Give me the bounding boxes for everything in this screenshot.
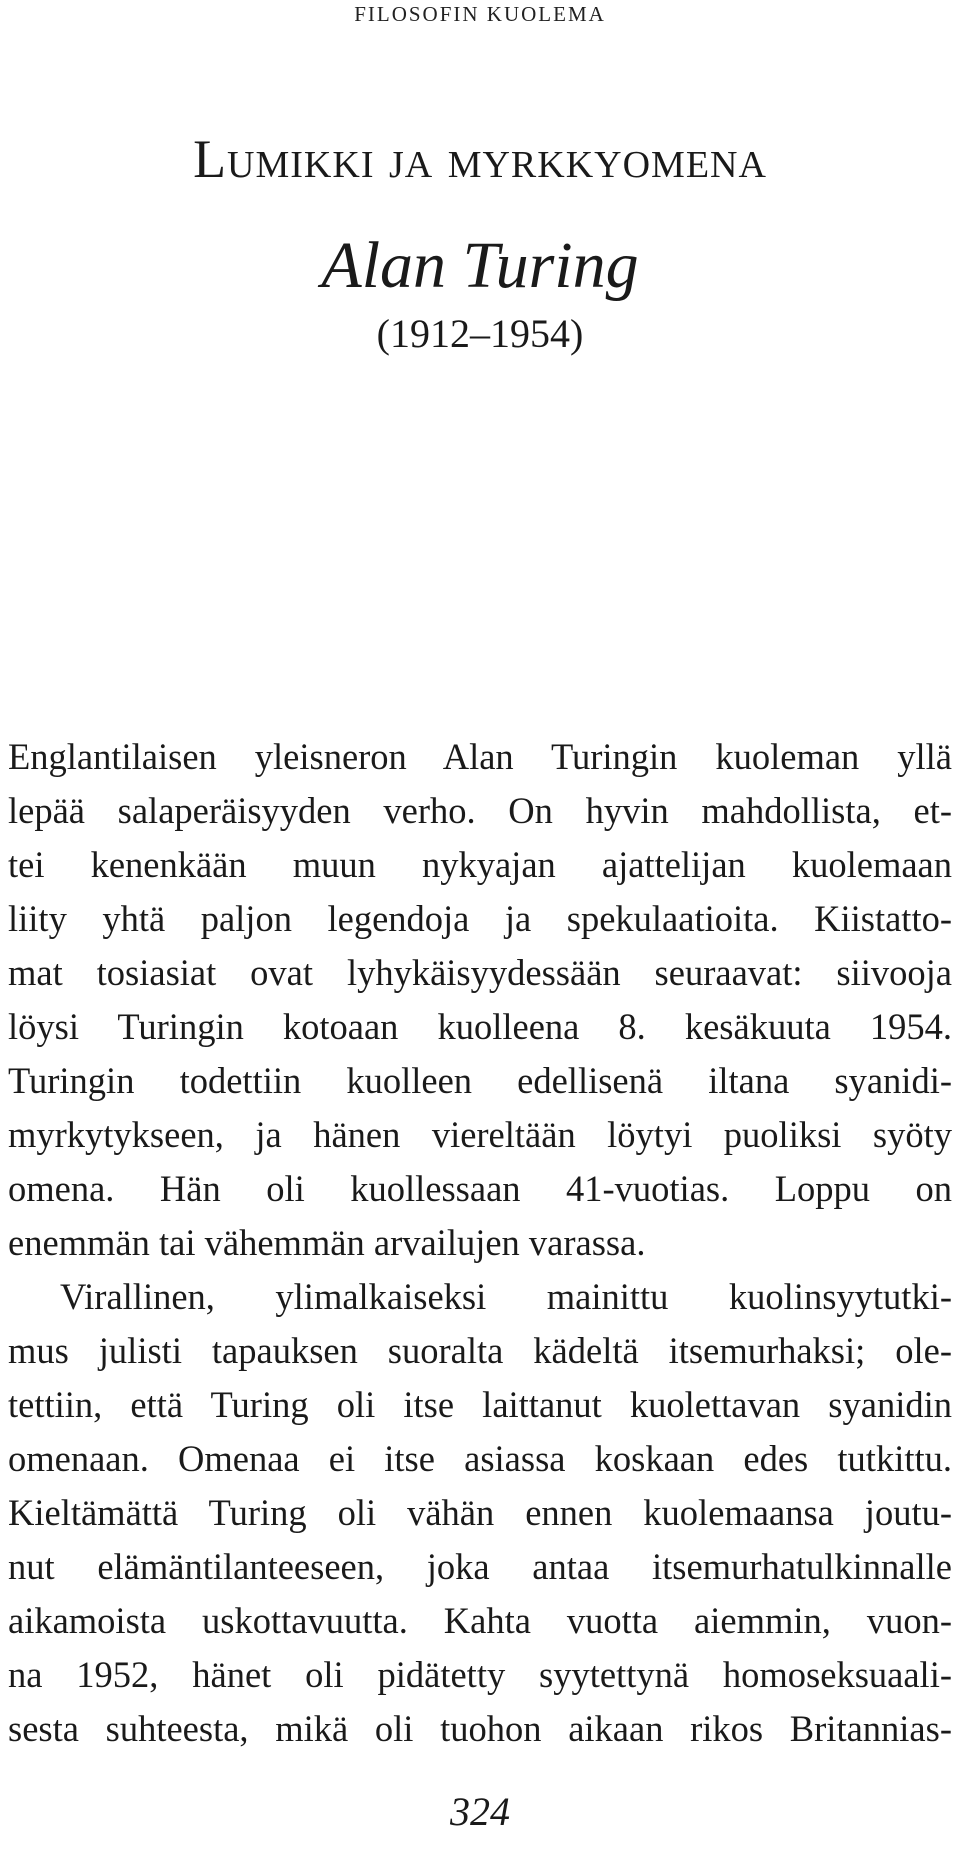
- text-line: tei kenenkään muun nykyajan ajattelijan kuolemaan: [8, 844, 952, 885]
- text-line: Virallinen, ylimalkaiseksi mainittu kuolinsyytutki-: [60, 1276, 952, 1317]
- text-line: lepää salaperäisyyden verho. On hyvin mahdollista, et-: [8, 790, 952, 831]
- chapter-subject-name: Alan Turing: [321, 229, 639, 302]
- text-line: Kieltämättä Turing oli vähän ennen kuolemaansa joutu-: [8, 1492, 952, 1533]
- chapter-title: Lumikki ja myrkkyomena: [193, 129, 767, 189]
- text-line: löysi Turingin kotoaan kuolleena 8. kesäkuuta 1954.: [8, 1006, 952, 1047]
- paragraph-1: [8, 730, 952, 1270]
- text-line: aikamoista uskottavuutta. Kahta vuotta aiemmin, vuon-: [8, 1600, 952, 1641]
- text-line: omena. Hän oli kuollessaan 41-vuotias. Loppu on: [8, 1168, 952, 1209]
- running-head: FILOSOFIN KUOLEMA: [354, 2, 606, 26]
- text-line: enemmän tai vähemmän arvailujen varassa.: [8, 1222, 646, 1263]
- text-line: na 1952, hänet oli pidätetty syytettynä homoseksuaali-: [8, 1654, 952, 1695]
- chapter-subject-dates: (1912–1954): [376, 311, 584, 356]
- text-line: nut elämäntilanteeseen, joka antaa itsemurhatulkinnalle: [8, 1546, 952, 1587]
- text-line: myrkytykseen, ja hänen viereltään löytyi puoliksi syöty: [8, 1114, 952, 1155]
- text-line: sesta suhteesta, mikä oli tuohon aikaan rikos Britannias-: [8, 1708, 952, 1749]
- text-line: Englantilaisen yleisneron Alan Turingin kuoleman yllä: [8, 736, 952, 777]
- text-line: Turingin todettiin kuolleen edellisenä iltana syanidi-: [8, 1060, 952, 1101]
- paragraph-2: [8, 1270, 952, 1756]
- text-line: liity yhtä paljon legendoja ja spekulaatioita. Kiistatto-: [8, 898, 952, 939]
- text-line: mus julisti tapauksen suoralta kädeltä itsemurhaksi; ole-: [8, 1330, 952, 1371]
- body-text: [8, 730, 952, 1756]
- text-line: mat tosiasiat ovat lyhykäisyydessään seuraavat: siivooja: [8, 952, 952, 993]
- text-line: omenaan. Omenaa ei itse asiassa koskaan edes tutkittu.: [8, 1438, 952, 1479]
- page-number: 324: [450, 1789, 510, 1834]
- text-line: tettiin, että Turing oli itse laittanut kuolettavan syanidin: [8, 1384, 952, 1425]
